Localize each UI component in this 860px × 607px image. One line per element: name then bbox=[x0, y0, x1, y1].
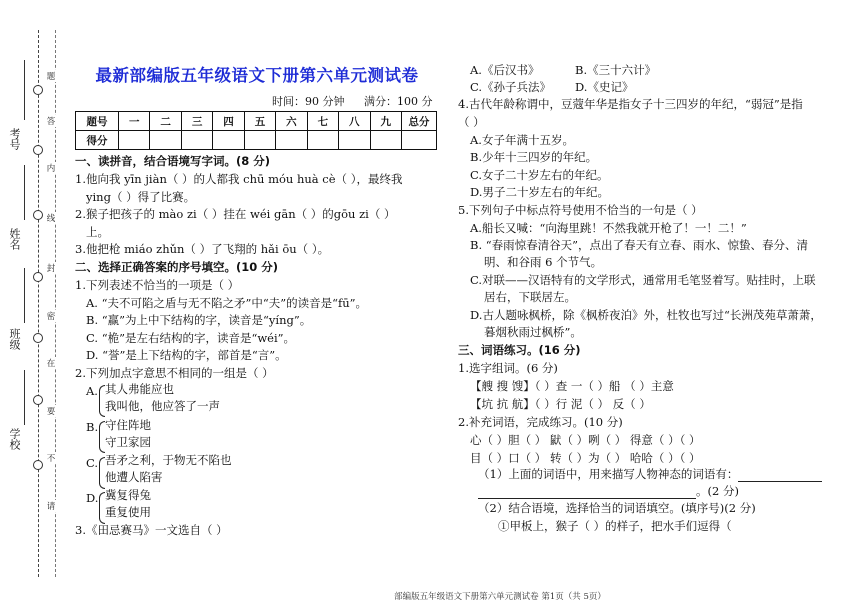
score-input-cell[interactable] bbox=[213, 131, 244, 150]
question-6-option-b: B.《三十六计》 bbox=[575, 63, 657, 77]
score-cell: 五 bbox=[244, 112, 275, 131]
question-5-option-a-label: A. bbox=[86, 384, 98, 398]
exam-number-label: 考号 bbox=[8, 128, 21, 150]
binding-hole bbox=[33, 210, 43, 220]
question-5-option-b-label: B. bbox=[86, 420, 99, 434]
question-6-option-a: A.《后汉书》 bbox=[470, 63, 540, 77]
score-table-header-row bbox=[76, 112, 437, 131]
answer-blank[interactable] bbox=[478, 486, 696, 499]
score-cell: 七 bbox=[307, 112, 338, 131]
binding-hole bbox=[33, 272, 43, 282]
exam-meta bbox=[272, 93, 433, 109]
question-1-line-a: 1.他向我 yīn jiàn（ ）的人都我 chū móu huà cè（ ），最终我 bbox=[75, 172, 403, 186]
question-4-option-a: A. “夫不可陷之盾与无不陷之矛”中“夫”的读音是“fū”。 bbox=[86, 296, 368, 310]
class-label: 班级 bbox=[8, 328, 21, 350]
question-5-option-d-line-2: 重复使用 bbox=[105, 505, 151, 519]
question-5-option-c-line-1: 吾矛之利，于物无不陷也 bbox=[105, 453, 232, 467]
binding-dash-line-inner bbox=[55, 30, 56, 577]
question-7-option-d: D.男子二十岁左右的年纪。 bbox=[470, 185, 609, 199]
question-5-option-b-line-2: 守卫家园 bbox=[105, 435, 151, 449]
school-line bbox=[24, 370, 25, 425]
score-cell: 六 bbox=[276, 112, 307, 131]
score-input-cell[interactable] bbox=[370, 131, 402, 150]
exam-title: 最新部编版五年级语文下册第六单元测试卷 bbox=[95, 66, 419, 85]
question-8-option-b-line-2: 明、和谷雨 6 个节气。 bbox=[484, 255, 603, 269]
question-5-option-d-label: D. bbox=[86, 491, 99, 505]
question-6-option-c: C.《孙子兵法》 bbox=[470, 80, 552, 94]
question-7-option-b: B.少年十三四岁的年纪。 bbox=[470, 150, 598, 164]
question-10: 2.补充词语，完成练习。(10 分) bbox=[458, 415, 623, 429]
question-7-line-b: （ ） bbox=[458, 115, 485, 129]
exam-number-line bbox=[24, 60, 25, 120]
question-2-line-a: 2.猴子把孩子的 mào zi（ ）挂在 wéi gān（ ）的gōu zi（ ） bbox=[75, 207, 396, 221]
seal-char: 在 bbox=[46, 359, 56, 369]
binding-hole bbox=[33, 333, 43, 343]
question-10-sub-1b bbox=[478, 483, 739, 499]
question-7-line-a: 4.古代年龄称谓中，豆蔻年华是指女子十三四岁的年纪，“弱冠”是指 bbox=[458, 97, 803, 111]
question-8-option-b-line-1: B. “春雨惊春清谷天”，点出了春天有立春、雨水、惊蛰、春分、清 bbox=[470, 238, 809, 252]
section-3-title: 三、词语练习。(16 分) bbox=[458, 343, 581, 357]
binding-margin bbox=[0, 0, 60, 607]
score-cell: 九 bbox=[370, 112, 402, 131]
question-5-option-c-label: C. bbox=[86, 456, 99, 470]
question-8-option-c-line-2: 居右，下联居左。 bbox=[484, 290, 576, 304]
seal-char: 不 bbox=[46, 454, 56, 464]
question-4-option-b: B. “赢”为上中下结构的字，读音是“yíng”。 bbox=[86, 313, 312, 327]
score-input-cell[interactable] bbox=[276, 131, 307, 150]
question-2-line-b: 上。 bbox=[86, 225, 109, 239]
score-cell: 二 bbox=[150, 112, 181, 131]
question-10-sub-1-text: （1）上面的词语中，用来描写人物神态的词语有： bbox=[478, 467, 739, 481]
score-input-cell[interactable] bbox=[244, 131, 275, 150]
question-1-line-b: ying（ ）得了比赛。 bbox=[86, 190, 196, 204]
score-input-cell[interactable] bbox=[119, 131, 150, 150]
question-5: 2.下列加点字意思不相同的一组是（ ） bbox=[75, 366, 274, 380]
seal-char: 封 bbox=[46, 264, 56, 274]
section-1-title: 一、读拼音，结合语境写字词。(8 分) bbox=[75, 154, 271, 168]
name-label: 姓名 bbox=[8, 228, 21, 250]
binding-dash-line bbox=[38, 30, 39, 577]
question-10-row-1: 心（ ）胆（ ） 鼣（ ）咧（ ） 得意（ ）（ ） bbox=[470, 433, 701, 447]
answer-blank[interactable] bbox=[738, 469, 822, 482]
score-input-cell[interactable] bbox=[402, 131, 437, 150]
binding-hole bbox=[33, 460, 43, 470]
question-8: 5.下列句子中标点符号使用不恰当的一句是（ ） bbox=[458, 203, 703, 217]
question-8-option-c-line-1: C.对联——汉语特有的文学形式，通常用毛笔竖着写。贴挂时，上联 bbox=[470, 273, 816, 287]
question-6-option-d: D.《史记》 bbox=[575, 80, 634, 94]
question-10-sub-1b-text: 。(2 分) bbox=[696, 484, 739, 498]
question-5-option-b-line-1: 守住阵地 bbox=[105, 418, 151, 432]
score-cell: 题号 bbox=[76, 112, 119, 131]
name-line bbox=[24, 165, 25, 220]
question-9-row-1: 【艘 搜 馊】（ ）查 一（ ）船 （ ）主意 bbox=[470, 379, 674, 393]
score-table-score-row bbox=[76, 131, 437, 150]
question-7-option-a: A.女子年满十五岁。 bbox=[470, 133, 574, 147]
question-7-option-c: C.女子二十岁左右的年纪。 bbox=[470, 168, 609, 182]
exam-time: 时间：90 分钟 bbox=[272, 95, 345, 108]
question-5-option-c-line-2: 他遭人陷害 bbox=[105, 470, 163, 484]
question-10-sub-2-item-1: ①甲板上，猴子（ ）的样子，把水手们逗得（ bbox=[498, 519, 732, 533]
question-5-option-a-line-1: 其人弗能应也 bbox=[105, 382, 174, 396]
binding-hole bbox=[33, 85, 43, 95]
seal-char: 内 bbox=[46, 164, 56, 174]
question-10-row-2: 目（ ）口（ ） 转（ ）为（ ） 哈哈（ ）（ ） bbox=[470, 451, 701, 465]
exam-total-score: 满分：100 分 bbox=[364, 95, 433, 108]
score-cell: 得分 bbox=[76, 131, 119, 150]
question-8-option-d-line-2: 暮烟秋雨过枫桥”。 bbox=[484, 325, 582, 339]
score-table bbox=[75, 111, 437, 150]
seal-char: 答 bbox=[46, 117, 56, 127]
question-10-sub-1 bbox=[478, 466, 822, 482]
score-cell: 总分 bbox=[402, 112, 437, 131]
class-line bbox=[24, 268, 25, 323]
seal-char: 请 bbox=[46, 502, 56, 512]
score-input-cell[interactable] bbox=[181, 131, 212, 150]
score-input-cell[interactable] bbox=[339, 131, 370, 150]
page-footer: 部编版五年级语文下册第六单元测试卷 第1页（共 5页） bbox=[394, 592, 606, 602]
score-cell: 一 bbox=[119, 112, 150, 131]
question-4-option-d: D. “誉”是上下结构的字，部首是“言”。 bbox=[86, 348, 287, 362]
question-10-sub-2: （2）结合语境，选择恰当的词语填空。(填序号)(2 分) bbox=[478, 501, 756, 515]
score-cell: 三 bbox=[181, 112, 212, 131]
score-cell: 八 bbox=[339, 112, 370, 131]
question-9: 1.选字组词。(6 分) bbox=[458, 361, 558, 375]
score-input-cell[interactable] bbox=[150, 131, 181, 150]
question-3: 3.他把枪 miáo zhǔn（ ）了飞翔的 hǎi ōu（ ）。 bbox=[75, 242, 330, 256]
question-4-option-c: C. “桅”是左右结构的字，读音是“wéi”。 bbox=[86, 331, 296, 345]
section-2-title: 二、选择正确答案的序号填空。(10 分) bbox=[75, 260, 279, 274]
score-input-cell[interactable] bbox=[307, 131, 338, 150]
question-9-row-2: 【坑 抗 航】（ ）行 泥（ ） 反（ ） bbox=[470, 397, 651, 411]
seal-char: 密 bbox=[46, 312, 56, 322]
seal-char: 线 bbox=[46, 214, 56, 224]
question-5-option-d-line-1: 冀复得兔 bbox=[105, 488, 151, 502]
seal-char: 要 bbox=[46, 407, 56, 417]
seal-char: 题 bbox=[46, 72, 56, 82]
question-5-option-a-line-2: 我叫他，他应答了一声 bbox=[105, 399, 220, 413]
school-label: 学校 bbox=[8, 428, 21, 450]
score-cell: 四 bbox=[213, 112, 244, 131]
question-8-option-a: A.船长又喊：“向海里跳！不然我就开枪了！一！二！” bbox=[470, 221, 747, 235]
binding-hole bbox=[33, 145, 43, 155]
binding-hole bbox=[33, 395, 43, 405]
question-4: 1.下列表述不恰当的一项是（ ） bbox=[75, 278, 240, 292]
question-6: 3.《田忌赛马》一文选自（ ） bbox=[75, 523, 228, 537]
question-8-option-d-line-1: D.古人题咏枫桥，除《枫桥夜泊》外，杜牧也写过“长洲茂苑草萧萧， bbox=[470, 308, 822, 322]
